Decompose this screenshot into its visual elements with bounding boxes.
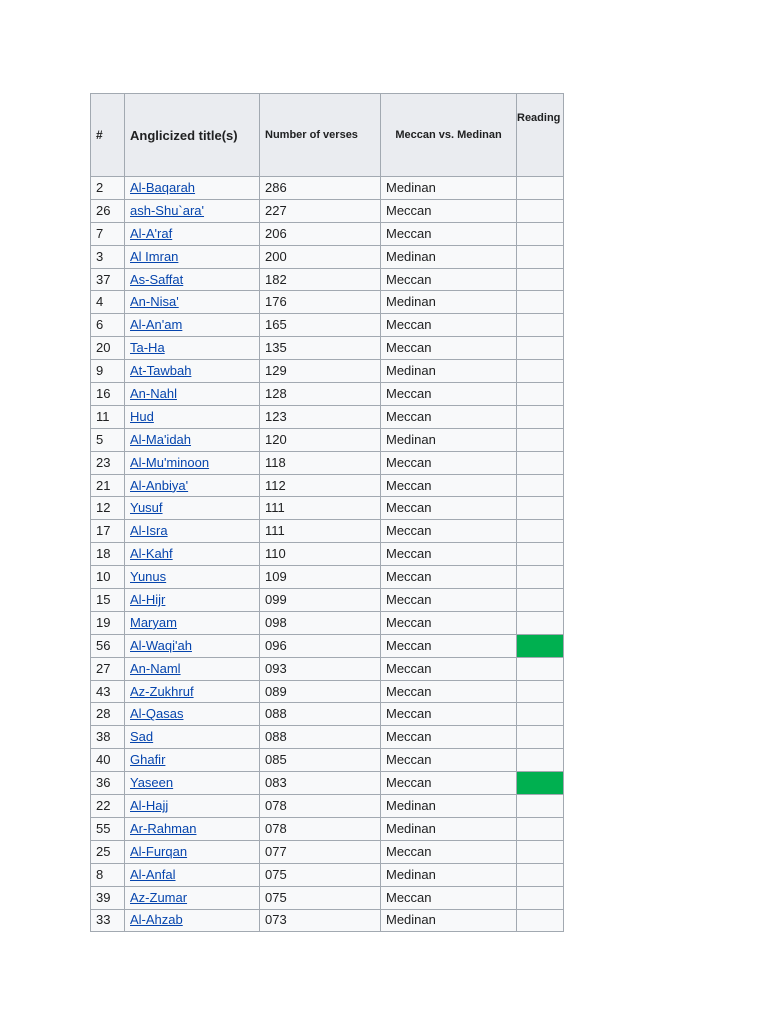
- cell-origin: Meccan: [381, 772, 517, 795]
- cell-number: 26: [91, 199, 125, 222]
- cell-reading: [517, 497, 564, 520]
- cell-reading: [517, 680, 564, 703]
- cell-title: [125, 680, 260, 703]
- cell-reading: [517, 543, 564, 566]
- cell-reading: [517, 314, 564, 337]
- cell-origin: Meccan: [381, 634, 517, 657]
- surah-title-link[interactable]: Al-Hijr: [130, 591, 166, 607]
- cell-title: [125, 749, 260, 772]
- cell-number: 55: [91, 817, 125, 840]
- cell-title: [125, 383, 260, 406]
- table-row: [91, 909, 564, 932]
- table-row: [91, 405, 564, 428]
- cell-reading: [517, 451, 564, 474]
- cell-origin: Meccan: [381, 840, 517, 863]
- surah-title-link[interactable]: Al-Anbiya': [130, 477, 189, 493]
- cell-origin: Meccan: [381, 474, 517, 497]
- surah-title-link[interactable]: Al-Waqi'ah: [130, 637, 192, 653]
- cell-number: 5: [91, 428, 125, 451]
- surah-title-link[interactable]: Az-Zukhruf: [130, 683, 194, 699]
- cell-number: 37: [91, 268, 125, 291]
- cell-reading: [517, 726, 564, 749]
- cell-verses: 182: [260, 268, 381, 291]
- surah-title-link[interactable]: Al-Isra: [130, 523, 168, 539]
- cell-origin: Meccan: [381, 199, 517, 222]
- table-row: [91, 634, 564, 657]
- header-row: [91, 94, 564, 177]
- cell-title: [125, 177, 260, 200]
- table-row: [91, 589, 564, 612]
- cell-origin: Meccan: [381, 611, 517, 634]
- cell-verses: 112: [260, 474, 381, 497]
- cell-number: 40: [91, 749, 125, 772]
- surah-title-link[interactable]: Az-Zumar: [130, 889, 188, 905]
- cell-verses: 085: [260, 749, 381, 772]
- cell-reading: [517, 749, 564, 772]
- surah-title-link[interactable]: Al-An'am: [130, 317, 183, 333]
- cell-number: 23: [91, 451, 125, 474]
- cell-title: [125, 451, 260, 474]
- surah-title-link[interactable]: Al-Furqan: [130, 843, 188, 859]
- cell-verses: 206: [260, 222, 381, 245]
- cell-origin: Medinan: [381, 863, 517, 886]
- table-row: [91, 451, 564, 474]
- cell-reading: [517, 817, 564, 840]
- cell-verses: 128: [260, 383, 381, 406]
- cell-number: 33: [91, 909, 125, 932]
- cell-title: [125, 657, 260, 680]
- cell-title: [125, 314, 260, 337]
- cell-verses: 111: [260, 497, 381, 520]
- cell-origin: Meccan: [381, 589, 517, 612]
- cell-number: 9: [91, 360, 125, 383]
- surah-title-link[interactable]: Al-Mu'minoon: [130, 454, 210, 470]
- cell-verses: 227: [260, 199, 381, 222]
- cell-verses: 088: [260, 703, 381, 726]
- cell-number: 28: [91, 703, 125, 726]
- cell-reading: [517, 703, 564, 726]
- surah-title-link[interactable]: Ghafir: [130, 752, 166, 768]
- surah-title-link[interactable]: An-Nisa': [130, 294, 179, 310]
- cell-title: [125, 268, 260, 291]
- cell-origin: Medinan: [381, 291, 517, 314]
- cell-origin: Medinan: [381, 360, 517, 383]
- table-row: [91, 543, 564, 566]
- cell-verses: 098: [260, 611, 381, 634]
- cell-verses: 176: [260, 291, 381, 314]
- cell-origin: Meccan: [381, 886, 517, 909]
- cell-verses: 109: [260, 566, 381, 589]
- cell-verses: 118: [260, 451, 381, 474]
- cell-number: 39: [91, 886, 125, 909]
- cell-number: 25: [91, 840, 125, 863]
- cell-verses: 089: [260, 680, 381, 703]
- surah-title-link[interactable]: Al-Baqarah: [130, 179, 196, 195]
- cell-title: [125, 703, 260, 726]
- cell-title: [125, 611, 260, 634]
- table-row: [91, 886, 564, 909]
- cell-number: 12: [91, 497, 125, 520]
- cell-title: [125, 222, 260, 245]
- surah-title-link[interactable]: Yunus: [130, 569, 167, 585]
- cell-verses: 088: [260, 726, 381, 749]
- table-row: [91, 222, 564, 245]
- cell-title: [125, 245, 260, 268]
- cell-number: 16: [91, 383, 125, 406]
- table-row: [91, 245, 564, 268]
- surah-title-link[interactable]: Al-A'raf: [130, 225, 173, 241]
- cell-title: [125, 909, 260, 932]
- cell-origin: Meccan: [381, 703, 517, 726]
- header-title: Anglicized title(s): [125, 94, 260, 177]
- cell-reading: [517, 291, 564, 314]
- surah-title-link[interactable]: As-Saffat: [130, 271, 184, 287]
- cell-origin: Medinan: [381, 909, 517, 932]
- surah-title-link[interactable]: At-Tawbah: [130, 363, 192, 379]
- surah-title-link[interactable]: Al-Ma'idah: [130, 431, 192, 447]
- surah-title-link[interactable]: Ta-Ha: [130, 340, 165, 356]
- cell-reading: [517, 589, 564, 612]
- cell-verses: 078: [260, 795, 381, 818]
- cell-number: 18: [91, 543, 125, 566]
- cell-origin: Medinan: [381, 177, 517, 200]
- cell-title: [125, 817, 260, 840]
- header-number: #: [91, 94, 125, 177]
- cell-title: [125, 405, 260, 428]
- cell-title: [125, 795, 260, 818]
- cell-origin: Meccan: [381, 749, 517, 772]
- surah-title-link[interactable]: Hud: [130, 408, 154, 424]
- surah-table: [90, 93, 564, 932]
- cell-origin: Meccan: [381, 657, 517, 680]
- cell-reading: [517, 360, 564, 383]
- cell-verses: 099: [260, 589, 381, 612]
- cell-title: [125, 840, 260, 863]
- cell-verses: 286: [260, 177, 381, 200]
- table-row: [91, 383, 564, 406]
- surah-title-link[interactable]: Sad: [130, 729, 154, 745]
- table-row: [91, 772, 564, 795]
- cell-number: 7: [91, 222, 125, 245]
- cell-number: 17: [91, 520, 125, 543]
- cell-verses: 075: [260, 886, 381, 909]
- cell-origin: Meccan: [381, 222, 517, 245]
- cell-origin: Medinan: [381, 428, 517, 451]
- cell-title: [125, 337, 260, 360]
- cell-verses: 093: [260, 657, 381, 680]
- cell-title: [125, 520, 260, 543]
- cell-title: [125, 291, 260, 314]
- cell-origin: Meccan: [381, 405, 517, 428]
- cell-reading: [517, 222, 564, 245]
- cell-number: 19: [91, 611, 125, 634]
- cell-verses: 077: [260, 840, 381, 863]
- cell-verses: 078: [260, 817, 381, 840]
- table-row: [91, 474, 564, 497]
- cell-origin: Meccan: [381, 680, 517, 703]
- table-row: [91, 703, 564, 726]
- cell-number: 27: [91, 657, 125, 680]
- surah-title-link[interactable]: An-Nahl: [130, 385, 177, 401]
- cell-title: [125, 543, 260, 566]
- table-row: [91, 497, 564, 520]
- cell-verses: 135: [260, 337, 381, 360]
- cell-title: [125, 566, 260, 589]
- cell-title: [125, 360, 260, 383]
- surah-title-link[interactable]: Al-Ahzab: [130, 912, 183, 928]
- surah-title-link[interactable]: Al-Qasas: [130, 706, 184, 722]
- cell-verses: 123: [260, 405, 381, 428]
- cell-title: [125, 772, 260, 795]
- cell-origin: Meccan: [381, 451, 517, 474]
- cell-origin: Meccan: [381, 337, 517, 360]
- cell-origin: Medinan: [381, 817, 517, 840]
- table-body: [91, 177, 564, 932]
- table-row: [91, 428, 564, 451]
- table-row: [91, 680, 564, 703]
- table-row: [91, 360, 564, 383]
- cell-reading: [517, 245, 564, 268]
- cell-title: [125, 497, 260, 520]
- surah-title-link[interactable]: Al-Kahf: [130, 546, 173, 562]
- cell-reading: [517, 909, 564, 932]
- cell-number: 11: [91, 405, 125, 428]
- cell-number: 4: [91, 291, 125, 314]
- cell-reading: [517, 405, 564, 428]
- surah-title-link[interactable]: Al Imran: [130, 248, 179, 264]
- cell-verses: 200: [260, 245, 381, 268]
- cell-number: 6: [91, 314, 125, 337]
- cell-reading: [517, 428, 564, 451]
- cell-origin: Meccan: [381, 314, 517, 337]
- table-row: [91, 657, 564, 680]
- surah-title-link[interactable]: Yusuf: [130, 500, 163, 516]
- cell-number: 56: [91, 634, 125, 657]
- cell-title: [125, 474, 260, 497]
- cell-origin: Meccan: [381, 268, 517, 291]
- reading-marker: [517, 772, 564, 795]
- surah-title-link[interactable]: ash-Shu`ara': [130, 202, 205, 218]
- cell-verses: 075: [260, 863, 381, 886]
- cell-number: 3: [91, 245, 125, 268]
- cell-origin: Meccan: [381, 566, 517, 589]
- table-row: [91, 795, 564, 818]
- cell-number: 10: [91, 566, 125, 589]
- table-row: [91, 177, 564, 200]
- cell-reading: [517, 863, 564, 886]
- cell-number: 43: [91, 680, 125, 703]
- surah-title-link[interactable]: Maryam: [130, 614, 177, 630]
- cell-verses: 110: [260, 543, 381, 566]
- cell-verses: 120: [260, 428, 381, 451]
- table-header: [91, 94, 564, 177]
- surah-title-link[interactable]: An-Naml: [130, 660, 181, 676]
- table-row: [91, 840, 564, 863]
- cell-reading: [517, 566, 564, 589]
- table-row: [91, 268, 564, 291]
- cell-number: 36: [91, 772, 125, 795]
- table-row: [91, 611, 564, 634]
- cell-title: [125, 886, 260, 909]
- cell-reading: [517, 520, 564, 543]
- cell-reading: [517, 611, 564, 634]
- cell-title: [125, 634, 260, 657]
- cell-number: 20: [91, 337, 125, 360]
- surah-title-link[interactable]: Yaseen: [130, 775, 174, 791]
- cell-reading: [517, 657, 564, 680]
- table-row: [91, 817, 564, 840]
- cell-title: [125, 428, 260, 451]
- cell-reading: [517, 840, 564, 863]
- table-row: [91, 337, 564, 360]
- cell-verses: 073: [260, 909, 381, 932]
- cell-verses: 129: [260, 360, 381, 383]
- cell-reading: [517, 177, 564, 200]
- cell-reading: [517, 383, 564, 406]
- cell-origin: Medinan: [381, 795, 517, 818]
- cell-origin: Meccan: [381, 497, 517, 520]
- cell-number: 38: [91, 726, 125, 749]
- table-row: [91, 726, 564, 749]
- table-row: [91, 291, 564, 314]
- cell-origin: Meccan: [381, 726, 517, 749]
- cell-reading: [517, 795, 564, 818]
- cell-origin: Meccan: [381, 543, 517, 566]
- cell-reading: [517, 268, 564, 291]
- table-row: [91, 314, 564, 337]
- cell-title: [125, 589, 260, 612]
- reading-marker: [517, 634, 564, 657]
- cell-title: [125, 863, 260, 886]
- surah-title-link[interactable]: Al-Hajj: [130, 797, 169, 813]
- cell-title: [125, 726, 260, 749]
- header-reading: Reading: [517, 94, 564, 177]
- cell-origin: Meccan: [381, 383, 517, 406]
- cell-reading: [517, 474, 564, 497]
- cell-verses: 165: [260, 314, 381, 337]
- cell-number: 22: [91, 795, 125, 818]
- cell-number: 15: [91, 589, 125, 612]
- cell-verses: 096: [260, 634, 381, 657]
- header-verses: Number of verses: [260, 94, 381, 177]
- cell-number: 2: [91, 177, 125, 200]
- cell-title: [125, 199, 260, 222]
- surah-title-link[interactable]: Ar-Rahman: [130, 820, 197, 836]
- table-row: [91, 566, 564, 589]
- cell-reading: [517, 337, 564, 360]
- table-row: [91, 749, 564, 772]
- cell-origin: Medinan: [381, 245, 517, 268]
- cell-origin: Meccan: [381, 520, 517, 543]
- header-origin: Meccan vs. Medinan: [381, 94, 517, 177]
- cell-number: 21: [91, 474, 125, 497]
- cell-reading: [517, 886, 564, 909]
- cell-verses: 111: [260, 520, 381, 543]
- table-row: [91, 863, 564, 886]
- cell-reading: [517, 199, 564, 222]
- cell-number: 8: [91, 863, 125, 886]
- cell-verses: 083: [260, 772, 381, 795]
- table-row: [91, 520, 564, 543]
- table-row: [91, 199, 564, 222]
- surah-title-link[interactable]: Al-Anfal: [130, 866, 176, 882]
